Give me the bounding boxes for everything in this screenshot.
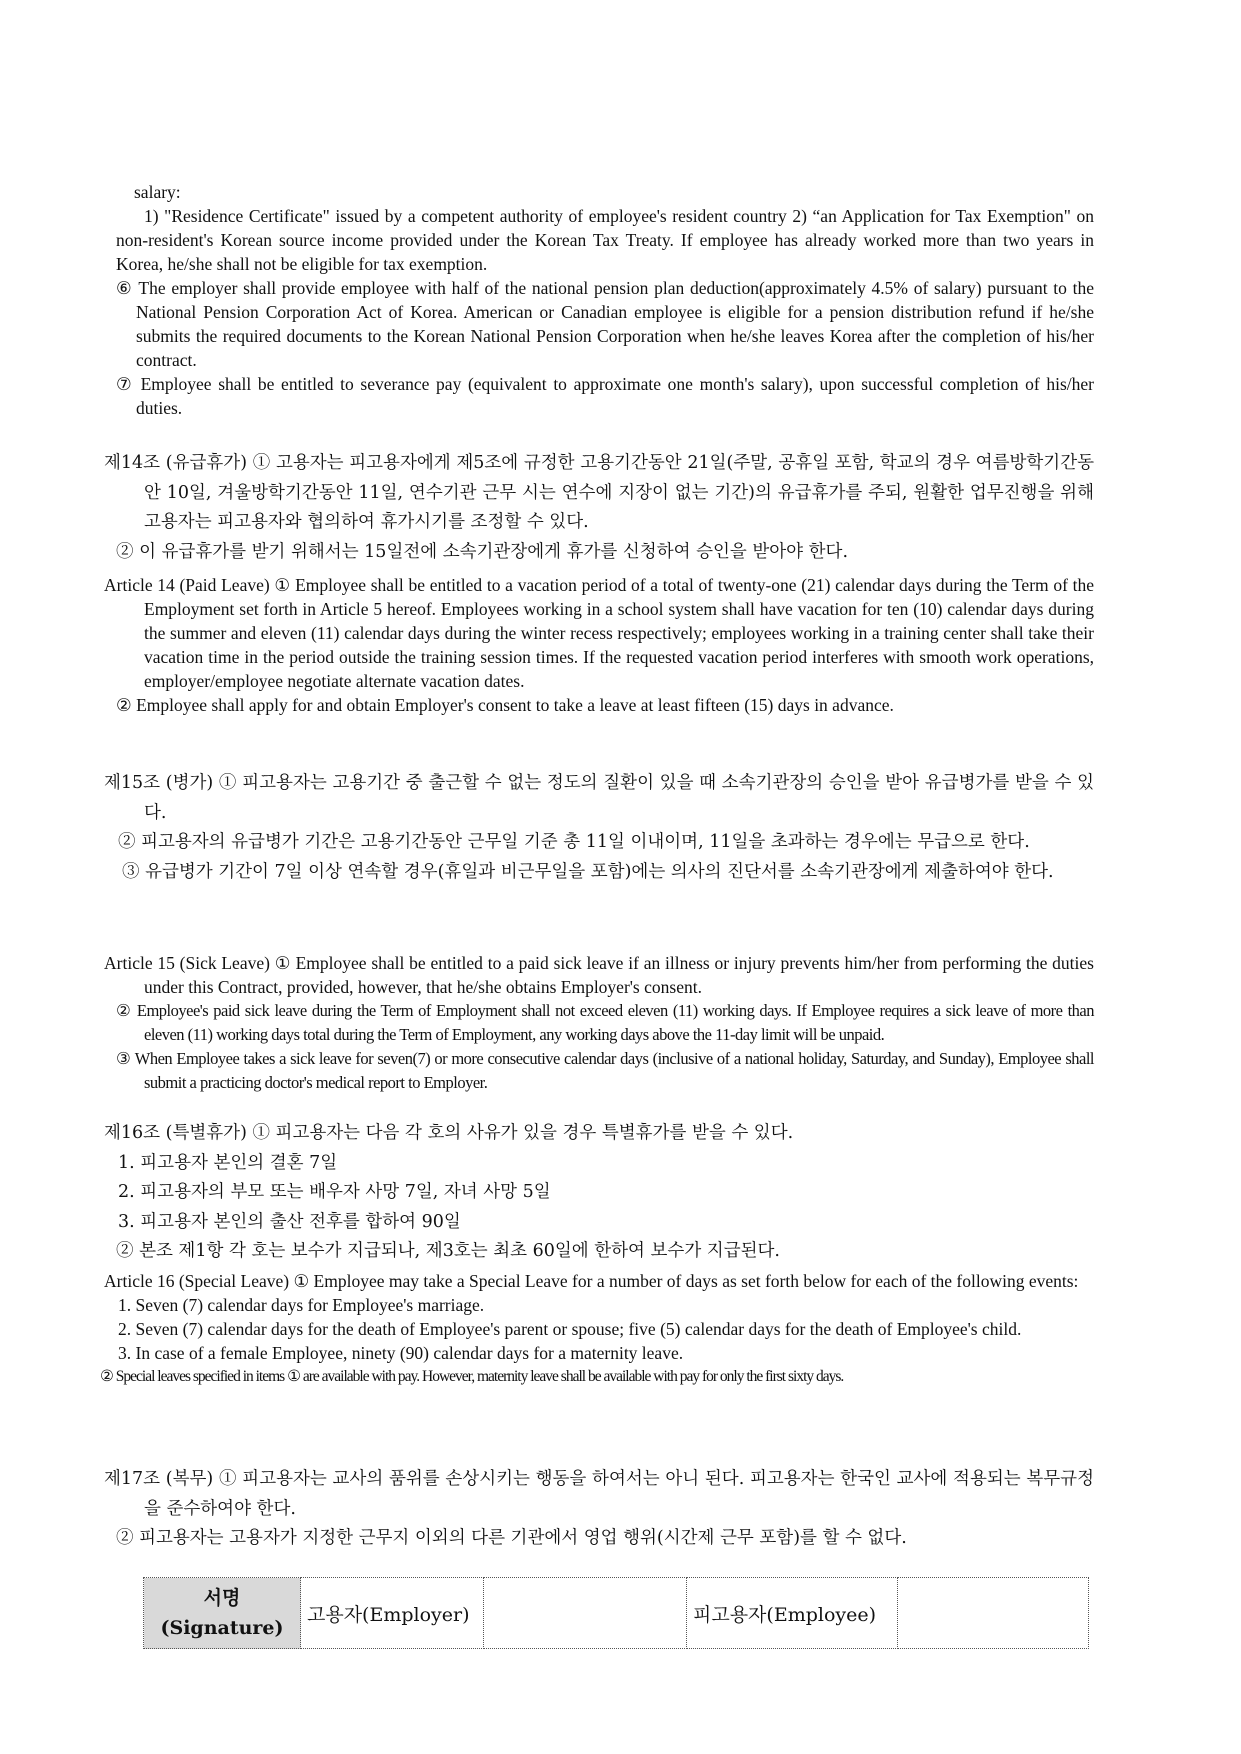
salary-tail-text: salary: — [134, 182, 181, 202]
employer-signature-field[interactable] — [484, 1578, 687, 1649]
signature-header-en: (Signature) — [160, 1617, 284, 1639]
signature-header — [144, 1578, 301, 1649]
article-16-ko-para-1: 제16조 (특별휴가) ① 피고용자는 다음 각 호의 사유가 있을 경우 특별휴가를 받을 수 있다. — [104, 1123, 794, 1143]
employee-signature-field[interactable] — [898, 1578, 1089, 1649]
article-15-ko-para-3: ③ 유급병가 기간이 7일 이상 연속할 경우(휴일과 비근무일을 포함)에는 의사의 진단서를 소속기관장에게 제출하여야 한다. — [122, 861, 1054, 882]
employee-label: 피고용자(Employee) — [687, 1578, 898, 1649]
article-14-en-para-1: Article 14 (Paid Leave) ① Employee shall be entitled to a vacation period of a total of twenty-one (21) calendar days during the Term of the Employment set forth in Article 5 hereof. Employees working in a school system shall have vacation for ten (10) calendar days during the summer and eleven (11) calendar days during the winter recess respectively; employees working in a training center shall take their vacation time in the period outside the training session times. If the requested vacation period interferes with smooth work operations, employer/employee negotiate alternate vacation dates. — [104, 575, 1094, 691]
article-14-korean — [104, 449, 1094, 567]
article-16-ko-item-1: 1. 피고용자 본인의 결혼 7일 — [118, 1152, 338, 1173]
article-16-ko-item-2: 2. 피고용자의 부모 또는 배우자 사망 7일, 자녀 사망 5일 — [118, 1182, 551, 1202]
article-15-english — [104, 951, 1094, 1095]
article-15-ko-para-1: 제15조 (병가) ① 피고용자는 고용기간 중 출근할 수 없는 정도의 질환이 있을 때 소속기관장의 승인을 받아 유급병가를 받을 수 있다. — [104, 773, 1094, 823]
article-16-en-item-1: 1. Seven (7) calendar days for Employee's marriage. — [118, 1295, 485, 1315]
article-14-en-para-2: ② Employee shall apply for and obtain Employer's consent to take a leave at least fifteen (15) days in advance. — [116, 695, 894, 715]
signature-table — [143, 1577, 1089, 1649]
article-16-ko-para-2: ② 본조 제1항 각 호는 보수가 지급되나, 제3호는 최초 60일에 한하여 보수가 지급된다. — [116, 1241, 780, 1261]
article-15-en-para-3: ③ When Employee takes a sick leave for seven(7) or more consecutive calendar days (inclusive of a national holiday, Saturday, and Sunday), Employee shall submit a practicing doctor's medical report to Employer. — [116, 1049, 1094, 1092]
employer-label: 고용자(Employer) — [301, 1578, 484, 1649]
article-14-ko-para-1: 제14조 (유급휴가) ① 고용자는 피고용자에게 제5조에 규정한 고용기간동안 21일(주말, 공휴일 포함, 학교의 경우 여름방학기간동안 10일, 겨울방학기간동안 11일, 연수기관 근무 시는 연수에 지장이 없는 기간)의 유급휴가를 주되, 원활한 업무진행을 위해 고용자는 피고용자와 협의하여 휴가시기를 조정할 수 있다. — [104, 453, 1094, 532]
salary-continuation — [104, 180, 1094, 420]
tax-exemption-text: 1) "Residence Certificate" issued by a competent authority of employee's resident country 2) “an Application for Tax Exemption" on non-resident's Korean source income provided under the Korean Tax Treaty. If employee has already worked more than two years in Korea, he/she shall not be eligible for tax exemption. — [116, 206, 1094, 274]
article-16-ko-item-3: 3. 피고용자 본인의 출산 전후를 합하여 90일 — [118, 1211, 461, 1232]
article-16-english — [100, 1269, 1094, 1389]
severance-clause: ⑦ Employee shall be entitled to severance pay (equivalent to approximate one month's salary), upon successful completion of his/her duties. — [116, 374, 1094, 418]
article-16-en-item-2: 2. Seven (7) calendar days for the death of Employee's parent or spouse; five (5) calendar days for the death of Employee's child. — [118, 1319, 1022, 1339]
article-16-en-item-3: 3. In case of a female Employee, ninety (90) calendar days for a maternity leave. — [118, 1343, 684, 1363]
article-14-english — [104, 573, 1094, 717]
article-16-korean — [104, 1119, 1094, 1267]
article-15-en-para-1: Article 15 (Sick Leave) ① Employee shall be entitled to a paid sick leave if an illness or injury prevents him/her from performing the duties under this Contract, provided, however, that he/she obtains Employer's consent. — [104, 953, 1094, 997]
signature-header-ko: 서명 — [203, 1587, 241, 1609]
article-16-en-para-2: ② Special leaves specified in items ① are available with pay. However, maternity leave shall be available with pay for only the first sixty days. — [100, 1368, 844, 1385]
article-17-ko-para-2: ② 피고용자는 고용자가 지정한 근무지 이외의 다른 기관에서 영업 행위(시간제 근무 포함)를 할 수 없다. — [116, 1528, 907, 1548]
article-14-ko-para-2: ② 이 유급휴가를 받기 위해서는 15일전에 소속기관장에게 휴가를 신청하여 승인을 받아야 한다. — [116, 541, 849, 562]
article-15-en-para-2: ② Employee's paid sick leave during the Term of Employment shall not exceed eleven (11) working days. If Employee requires a sick leave of more than eleven (11) working days total during the Term of Employment, any working days above the 11-day limit will be unpaid. — [116, 1001, 1094, 1044]
article-15-korean — [104, 769, 1094, 887]
article-15-ko-para-2: ② 피고용자의 유급병가 기간은 고용기간동안 근무일 기준 총 11일 이내이며, 11일을 초과하는 경우에는 무급으로 한다. — [118, 832, 1030, 852]
article-16-en-para-1: Article 16 (Special Leave) ① Employee may take a Special Leave for a number of days as set forth below for each of the following events: — [104, 1271, 1079, 1291]
article-17-ko-para-1: 제17조 (복무) ① 피고용자는 교사의 품위를 손상시키는 행동을 하여서는 아니 된다. 피고용자는 한국인 교사에 적용되는 복무규정을 준수하여야 한다. — [104, 1469, 1094, 1519]
article-17-korean — [104, 1465, 1094, 1554]
pension-clause: ⑥ The employer shall provide employee with half of the national pension plan deduction(approximately 4.5% of salary) pursuant to the National Pension Corporation Act of Korea. American or Canadian employee is eligible for a pension distribution refund if he/she submits the required documents to the Korean National Pension Corporation when he/she leaves Korea after the completion of his/her contract. — [116, 278, 1094, 370]
